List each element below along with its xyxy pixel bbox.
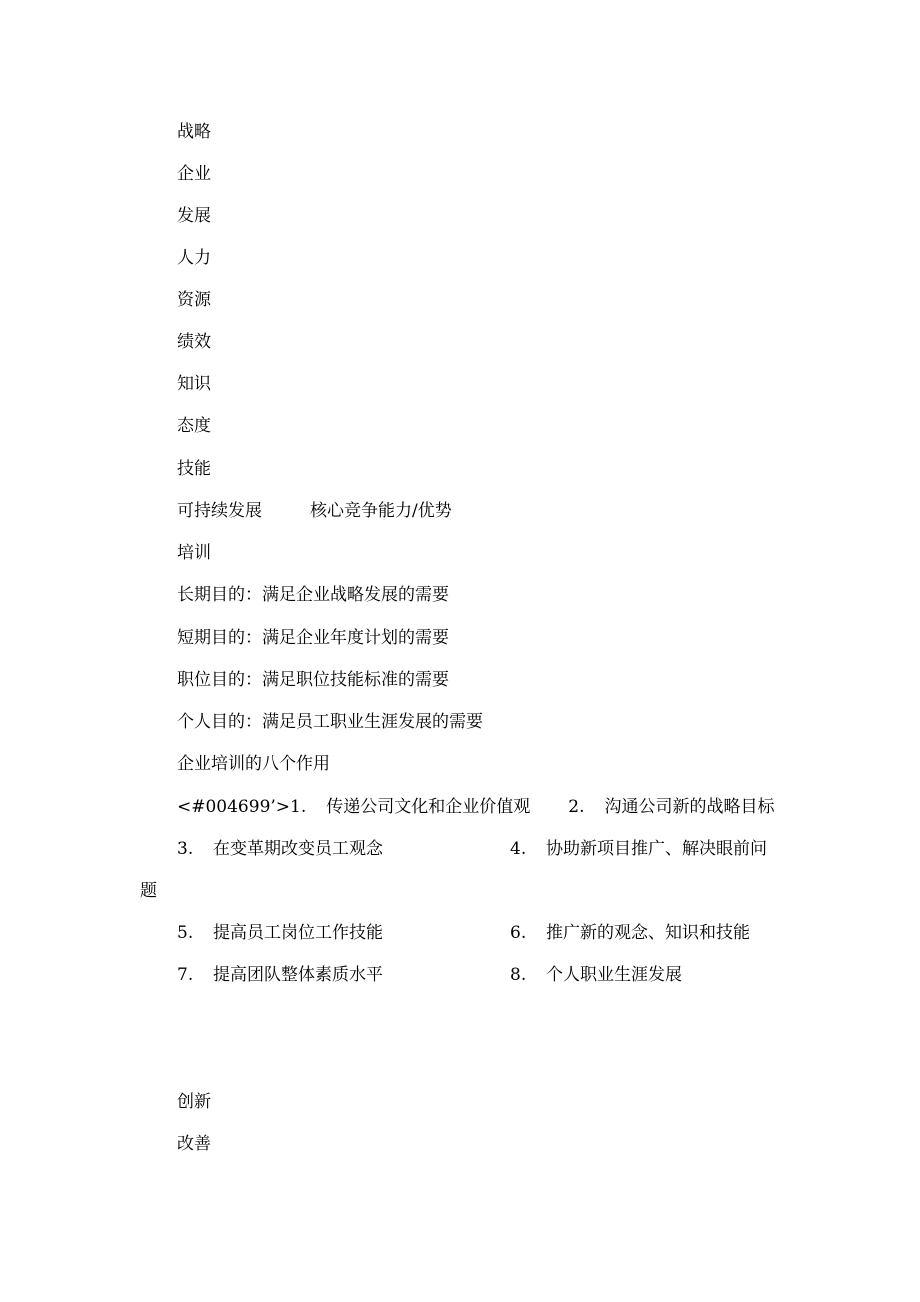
goal-item: 短期目的：满足企业年度计划的需要 — [177, 628, 449, 648]
role-text: 协助新项目推广、解决眼前问 — [546, 839, 767, 859]
role-text: 提高团队整体素质水平 — [213, 965, 383, 985]
role-item — [510, 963, 682, 987]
role-item — [510, 921, 750, 945]
training-label: 培训 — [177, 543, 211, 563]
concept-item: 资源 — [177, 290, 211, 310]
role-row — [177, 795, 775, 819]
goal-item: 职位目的：满足职位技能标准的需要 — [177, 670, 449, 690]
goal-item: 个人目的：满足员工职业生涯发展的需要 — [177, 712, 483, 732]
role-number: 1. — [290, 797, 307, 817]
role-text: 推广新的观念、知识和技能 — [546, 923, 750, 943]
roles-prefix: <#004699’> — [177, 797, 291, 817]
role-item — [177, 837, 383, 861]
concept-item: 技能 — [177, 459, 211, 479]
role-number: 8. — [510, 965, 527, 985]
role-item — [510, 837, 767, 861]
sustain-right: 核心竞争能力/优势 — [310, 501, 452, 521]
goal-item: 长期目的：满足企业战略发展的需要 — [177, 585, 449, 605]
tail-item: 创新 — [177, 1092, 211, 1112]
role-number: 3. — [177, 839, 194, 859]
role-item — [177, 963, 383, 987]
role-number: 4. — [510, 839, 527, 859]
concept-item: 发展 — [177, 206, 211, 226]
role-number: 6. — [510, 923, 527, 943]
concept-item: 战略 — [177, 122, 211, 142]
sustain-row — [177, 499, 452, 523]
role-text: 在变革期改变员工观念 — [213, 839, 383, 859]
role-text: 沟通公司新的战略目标 — [604, 797, 775, 817]
roles-title: 企业培训的八个作用 — [177, 754, 330, 774]
concept-item: 态度 — [177, 416, 211, 436]
tail-item: 改善 — [177, 1134, 211, 1154]
role-number: 7. — [177, 965, 194, 985]
role-text: 传递公司文化和企业价值观 — [326, 797, 531, 817]
role-item — [177, 921, 383, 945]
sustain-left: 可持续发展 — [177, 501, 262, 521]
concept-item: 企业 — [177, 164, 211, 184]
role-number: 2. — [568, 797, 585, 817]
role-text: 个人职业生涯发展 — [546, 965, 682, 985]
concept-item: 知识 — [177, 374, 211, 394]
role-text: 提高员工岗位工作技能 — [213, 923, 383, 943]
role-number: 5. — [177, 923, 194, 943]
concept-item: 绩效 — [177, 332, 211, 352]
concept-item: 人力 — [177, 248, 211, 268]
role-wrap-text: 题 — [140, 881, 157, 901]
